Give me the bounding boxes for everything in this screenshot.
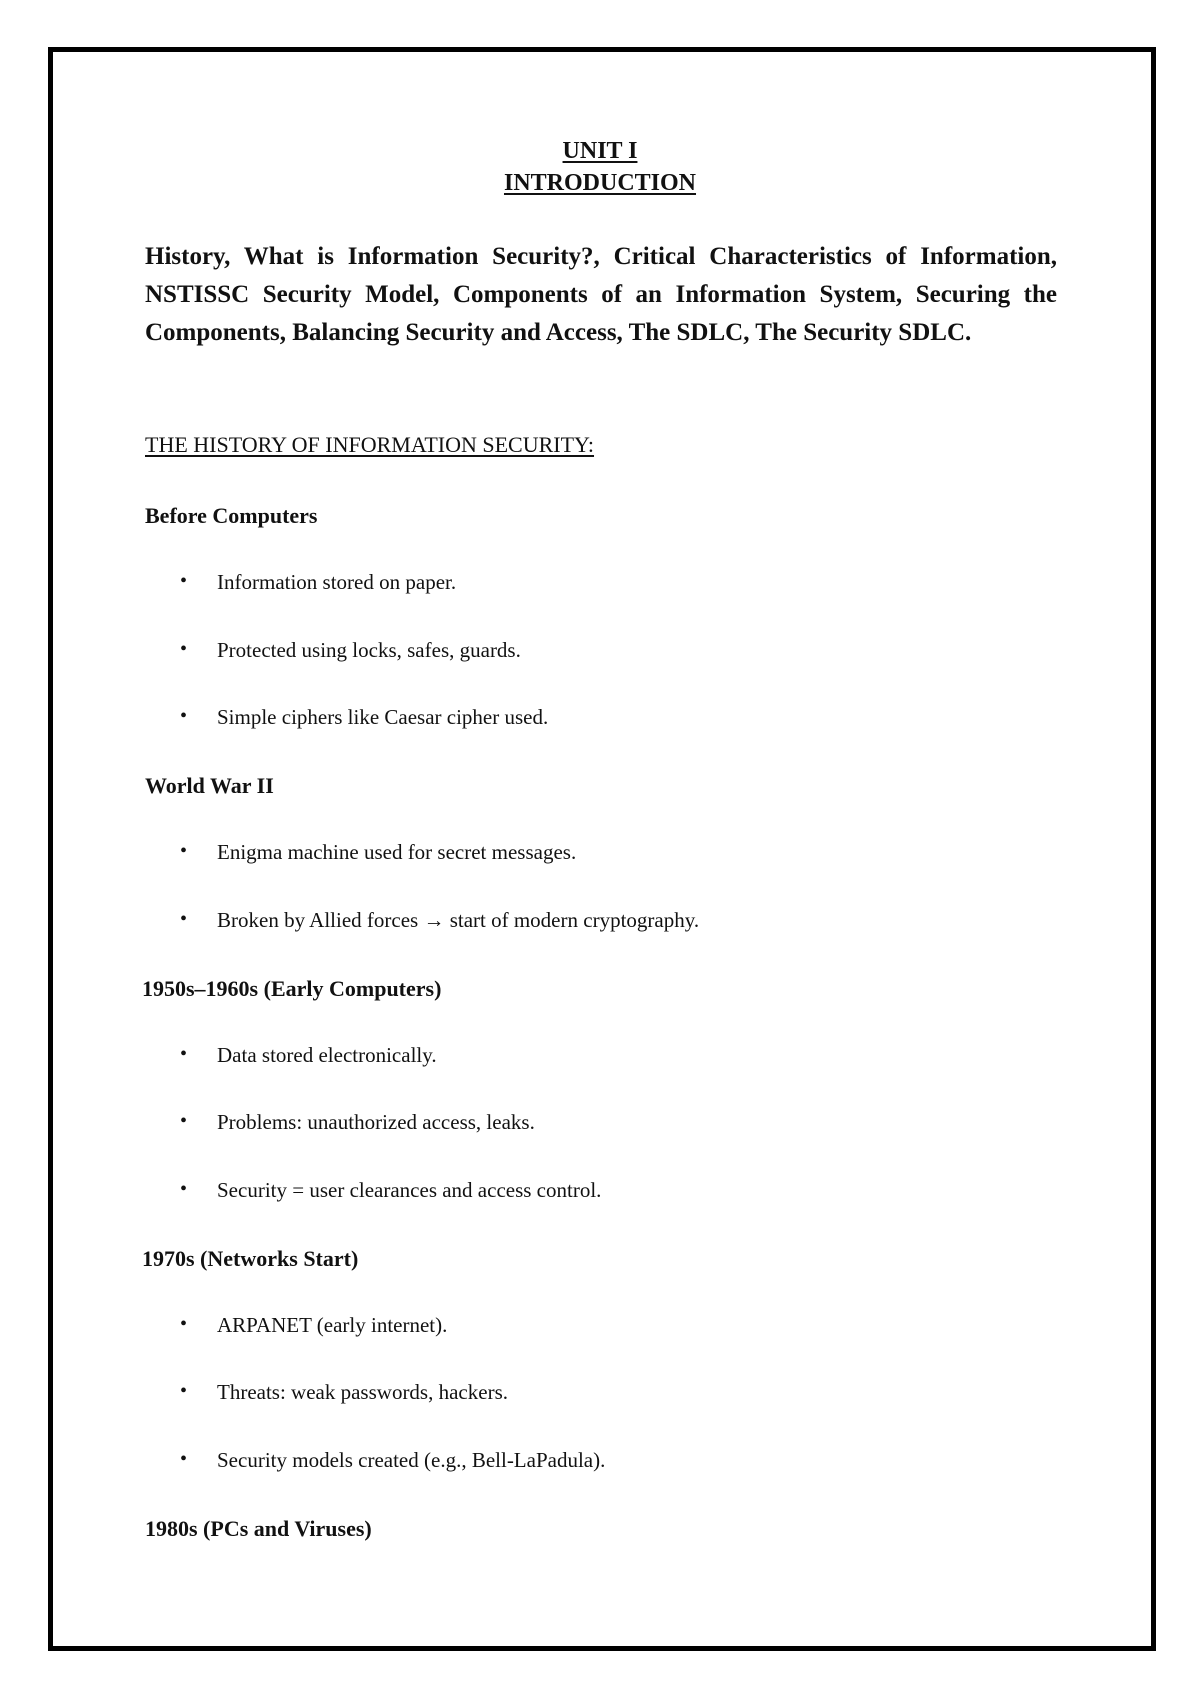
bullet-icon: • [180, 705, 188, 727]
bullet-icon: • [180, 840, 188, 862]
era-heading: Before Computers [145, 503, 318, 528]
bullet-icon: • [180, 638, 188, 660]
list-item-text: Data stored electronically. [217, 1043, 437, 1067]
unit-title: UNIT I [562, 138, 638, 164]
bullet-icon: • [180, 1110, 188, 1132]
era-heading: 1970s (Networks Start) [142, 1246, 359, 1271]
bullet-icon: • [180, 1313, 188, 1335]
era-heading: World War II [145, 773, 274, 798]
bullet-icon: • [180, 1178, 188, 1200]
era-heading: 1980s (PCs and Viruses) [145, 1516, 372, 1541]
bullet-icon: • [180, 1448, 188, 1470]
list-item-text: Enigma machine used for secret messages. [217, 840, 577, 864]
bullet-icon: • [180, 570, 188, 592]
list-item-text: ARPANET (early internet). [217, 1313, 448, 1337]
bullet-icon: • [180, 1043, 188, 1065]
list-item-text: Simple ciphers like Caesar cipher used. [217, 705, 549, 729]
bullet-icon: • [180, 1380, 188, 1402]
list-item-text: Protected using locks, safes, guards. [217, 638, 521, 662]
list-item-text: Threats: weak passwords, hackers. [217, 1380, 508, 1404]
list-item-text: Problems: unauthorized access, leaks. [217, 1110, 535, 1134]
bullet-icon: • [180, 908, 188, 930]
page-title: INTRODUCTION [503, 170, 697, 196]
list-item-text: Security = user clearances and access control. [217, 1178, 602, 1202]
list-item-text: Broken by Allied forces → start of modern cryptography. [217, 908, 700, 932]
syllabus-paragraph: History, What is Information Security?, Critical Characteristics of Information, NSTISSC Security Model, Components of an Information System, Securing the Components, Balancing Security and Access, The SDLC, The Security SDLC. [145, 243, 1057, 346]
list-item-text: Information stored on paper. [217, 570, 457, 594]
era-heading: 1950s–1960s (Early Computers) [142, 976, 442, 1001]
list-item-text: Security models created (e.g., Bell-LaPadula). [217, 1448, 606, 1472]
section-title: THE HISTORY OF INFORMATION SECURITY: [145, 432, 595, 457]
